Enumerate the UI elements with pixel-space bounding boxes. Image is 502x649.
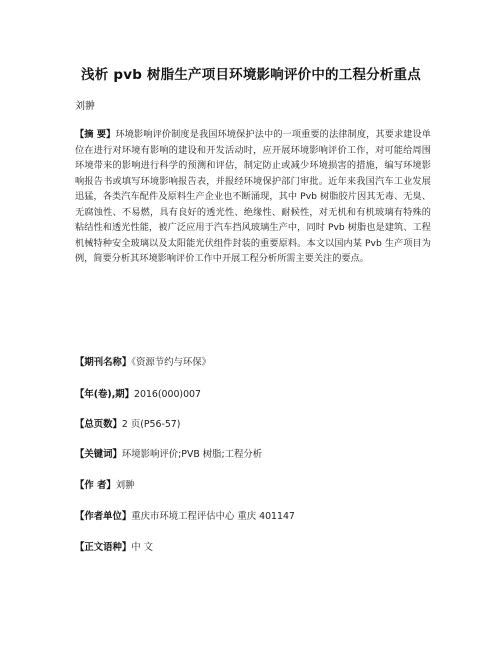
meta-value: 刘翀	[115, 480, 135, 491]
meta-value: 环境影响评价;PVB 树脂;工程分析	[121, 449, 263, 460]
meta-label: 【总页数】	[75, 419, 122, 430]
meta-value: 2 页(P56-57)	[121, 419, 181, 430]
abstract-text: 环境影响评价制度是我国环境保护法中的一项重要的法律制度，其要求建设单位在进行对环境有影响的建设和开发活动时，应开展环境影响评价工作，对可能给周围环境带来的影响进行科学的预测和评估，制定防止或减少环境损害的措施，编写环境影响报告书或填写环境影响报告表，并报经环境保护部门审批。近年来我国汽车工业发展迅猛，各类汽车配件及原料生产企业也不断涌现，其中 Pvb 树脂胶片因其无毒、无臭、无腐蚀性、不易燃，具有良好的透光性、绝缘性、耐候性，对无机和有机玻璃有特殊的粘结性和透光性能，被广泛应用于汽车挡风玻璃生产中，同时 Pvb 树脂也是建筑、工程机械特种安全玻璃以及太阳能光伏组件封装的重要原料。本文以国内某 Pvb 生产项目为例，简要分析其环境影响评价工作中开展工程分析所需主要关注的要点。	[75, 129, 431, 264]
meta-value: 中 文	[131, 542, 153, 553]
author-name: 刘翀	[75, 101, 95, 112]
meta-label: 【作者单位】	[75, 511, 132, 522]
meta-label: 【正文语种】	[75, 542, 132, 553]
meta-value: 2016(000)007	[134, 389, 201, 400]
meta-journal-name	[75, 354, 211, 368]
meta-label: 【作 者】	[75, 480, 116, 491]
meta-author-affiliation	[75, 508, 295, 522]
paper-title: 浅析 pvb 树脂生产项目环境影响评价中的工程分析重点	[81, 67, 421, 83]
meta-year-volume-issue	[75, 386, 201, 400]
meta-label: 【关键词】	[75, 449, 122, 460]
meta-language	[75, 539, 153, 553]
abstract-label: 【摘 要】	[75, 129, 116, 140]
abstract-block	[75, 127, 431, 267]
meta-label: 【期刊名称】	[75, 357, 132, 368]
meta-value: 重庆市环境工程评估中心 重庆 401147	[131, 511, 295, 522]
meta-value: 《资源节约与环保》	[131, 357, 211, 368]
meta-page-count	[75, 416, 180, 430]
meta-keywords	[75, 446, 262, 460]
meta-author	[75, 477, 135, 491]
meta-label: 【年(卷),期】	[75, 389, 135, 400]
